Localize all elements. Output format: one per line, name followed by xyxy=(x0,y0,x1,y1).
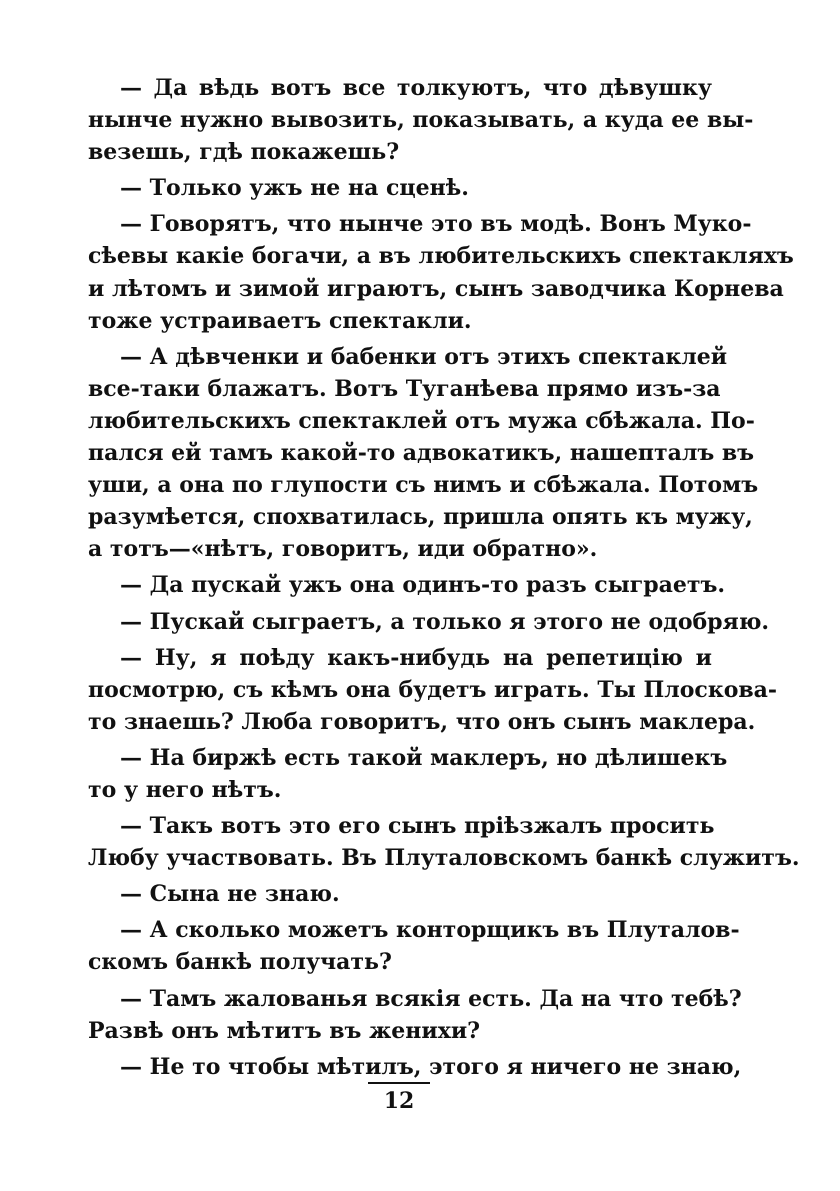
text-line: все-таки блажатъ. Вотъ Туганѣева прямо изъ-за xyxy=(88,375,721,402)
paragraph-6 xyxy=(88,606,770,638)
paragraph-13 xyxy=(88,1051,742,1083)
footer-rule xyxy=(368,1082,430,1084)
text-line: — Ну, я поѣду какъ-нибудь на репетицію и xyxy=(120,644,712,671)
paragraph-10 xyxy=(88,878,712,910)
text-line: скомъ банкѣ получать? xyxy=(88,949,392,976)
text-line: Любу участвовать. Въ Плуталовскомъ банкѣ служитъ. xyxy=(88,845,800,872)
paragraph-9 xyxy=(88,810,800,874)
paragraph-2 xyxy=(88,172,712,204)
text-line: — Сына не знаю. xyxy=(120,881,340,908)
text-line: пался ей тамъ какой-то адвокатикъ, нашепталъ въ xyxy=(88,440,755,467)
text-line: — А дѣвченки и бабенки отъ этихъ спектаклей xyxy=(120,343,728,370)
paragraph-8 xyxy=(88,742,728,806)
text-line: — Такъ вотъ это его сынъ пріѣзжалъ просить xyxy=(120,813,715,840)
text-line: — Только ужъ не на сценѣ. xyxy=(120,175,469,202)
text-line: то у него нѣтъ. xyxy=(88,776,282,803)
text-line: — Говорятъ, что нынче это въ модѣ. Вонъ Муко- xyxy=(120,211,752,238)
text-line: нынче нужно вывозить, показывать, а куда ее вы- xyxy=(88,107,754,134)
paragraph-1 xyxy=(88,72,754,168)
text-line: — Да вѣдь вотъ все толкуютъ, что дѣвушку xyxy=(120,75,712,101)
text-line: — На биржѣ есть такой маклеръ, но дѣлишекъ xyxy=(120,744,728,771)
text-line: — А сколько можетъ конторщикъ въ Плуталов- xyxy=(120,917,740,944)
text-line: тоже устраиваетъ спектакли. xyxy=(88,307,472,334)
text-line: везешь, гдѣ покажешь? xyxy=(88,139,400,166)
text-line: — Да пускай ужъ она одинъ-то разъ сыграетъ. xyxy=(120,572,726,599)
paragraph-4 xyxy=(88,341,759,566)
paragraph-3 xyxy=(88,208,794,336)
text-line: — Тамъ жалованья всякія есть. Да на что тебѣ? xyxy=(120,985,742,1012)
page-number: 12 xyxy=(383,1088,415,1114)
paragraph-11 xyxy=(88,914,740,978)
text-line: и лѣтомъ и зимой играютъ, сынъ заводчика Корнева xyxy=(88,275,784,302)
text-line: — Не то чтобы мѣтилъ, этого я ничего не знаю, xyxy=(120,1053,742,1080)
text-line: любительскихъ спектаклей отъ мужа сбѣжала. По- xyxy=(88,407,755,434)
body-text xyxy=(88,72,800,1083)
text-line: — Пускай сыграетъ, а только я этого не одобряю. xyxy=(120,608,770,635)
text-line: то знаешь? Люба говоритъ, что онъ сынъ маклера. xyxy=(88,708,756,735)
paragraph-5 xyxy=(88,569,726,601)
paragraph-7 xyxy=(88,642,778,738)
text-line: разумѣется, спохватилась, пришла опять къ мужу, xyxy=(88,504,753,531)
text-line: посмотрю, съ кѣмъ она будетъ играть. Ты Плоскова- xyxy=(88,676,778,703)
text-line: сѣевы какіе богачи, а въ любительскихъ спектакляхъ xyxy=(88,243,794,270)
text-line: уши, а она по глупости съ нимъ и сбѣжала. Потомъ xyxy=(88,472,759,499)
text-line: а тотъ—«нѣтъ, говоритъ, иди обратно». xyxy=(88,536,598,563)
paragraph-12 xyxy=(88,983,742,1047)
text-line: Развѣ онъ мѣтитъ въ женихи? xyxy=(88,1017,481,1044)
